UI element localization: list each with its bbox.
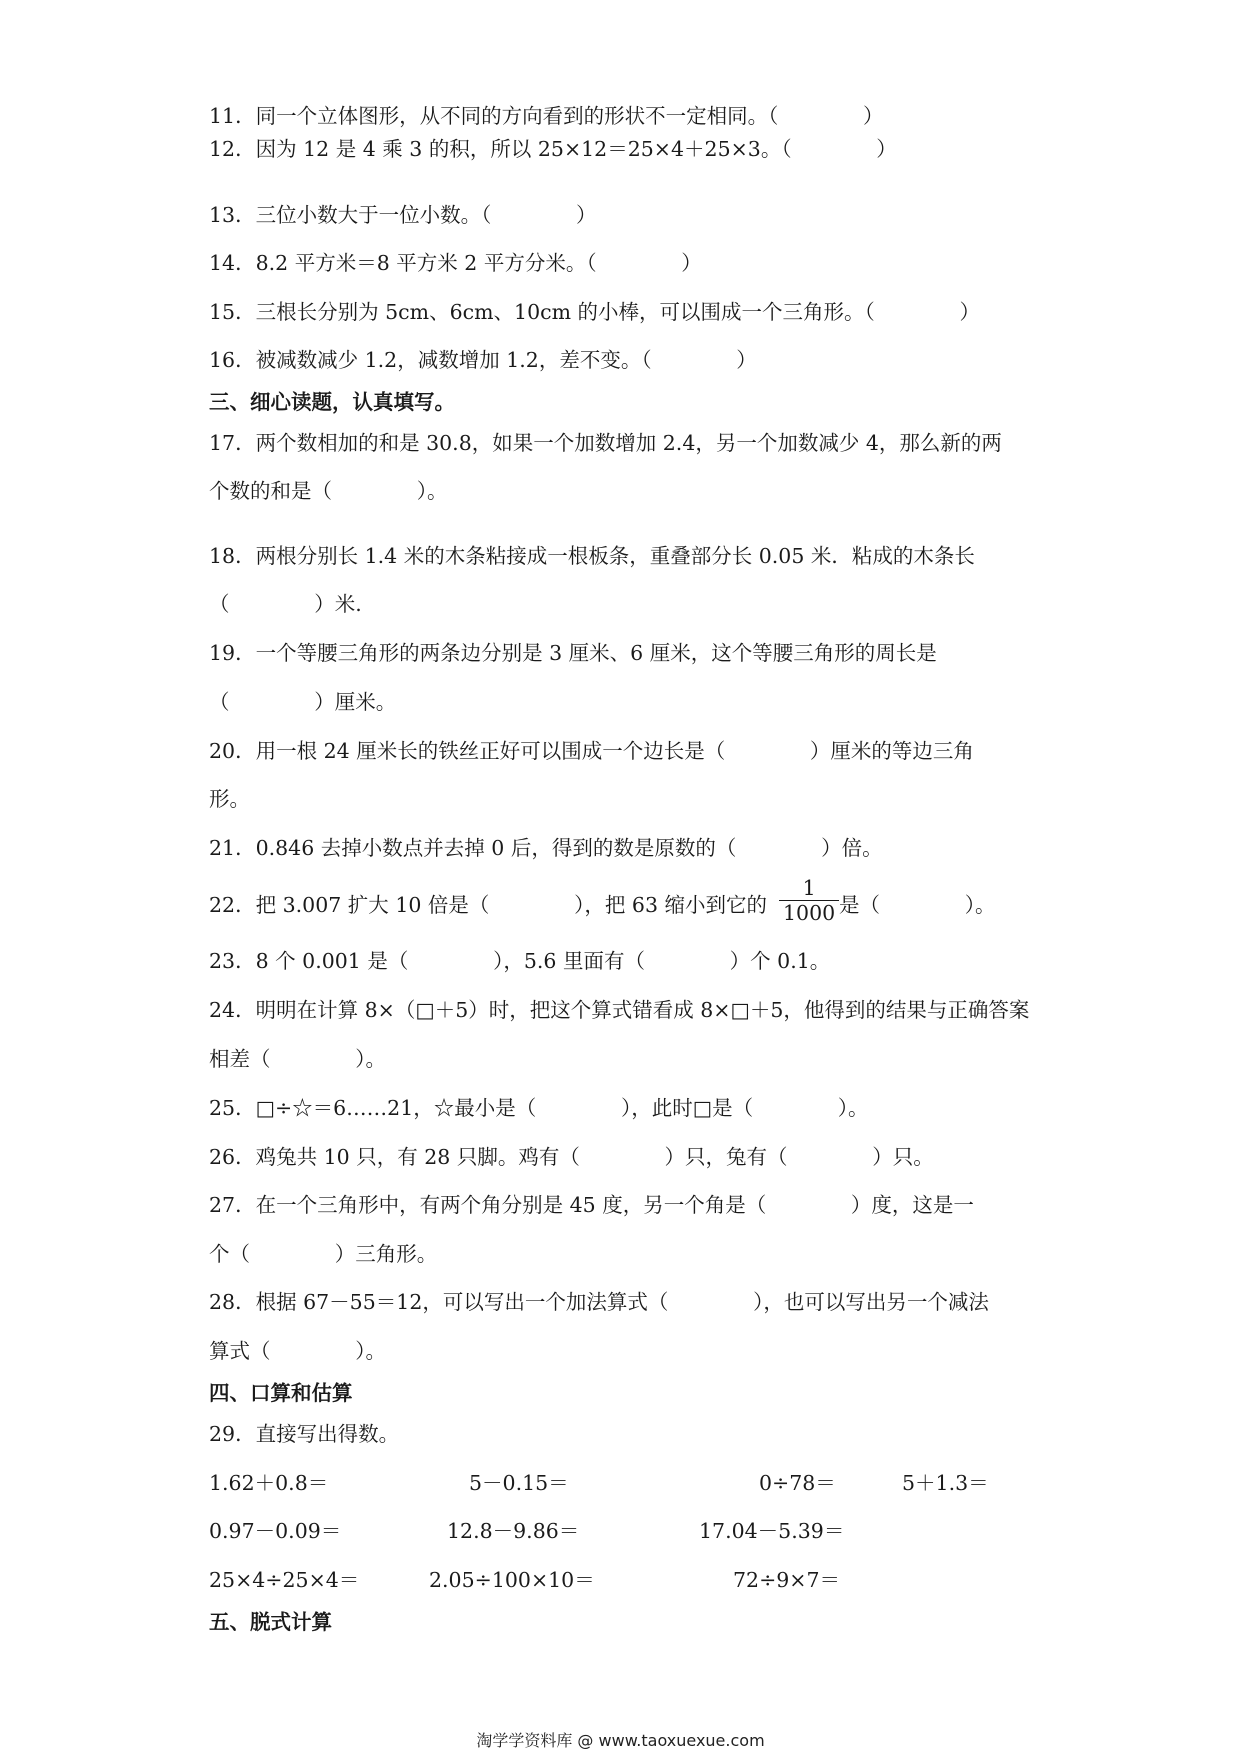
question-27-line1: 27．在一个三角形中，有两个角分别是 45 度，另一个角是（ ）度，这是一: [209, 1193, 974, 1217]
question-19-line1: 19．一个等腰三角形的两条边分别是 3 厘米、6 厘米，这个等腰三角形的周长是: [209, 641, 937, 665]
question-20-line1: 20．用一根 24 厘米长的铁丝正好可以围成一个边长是（ ）厘米的等边三角: [209, 739, 974, 763]
question-15: 15．三根长分别为 5cm、6cm、10cm 的小棒，可以围成一个三角形。（ ）: [209, 300, 981, 324]
fraction-numerator: 1: [802, 876, 816, 900]
calc-item: 2.05÷100×10＝: [429, 1568, 595, 1592]
question-24-line1: 24．明明在计算 8×（□＋5）时，把这个算式错看成 8×□＋5，他得到的结果与正确答案: [209, 998, 1030, 1022]
calc-item: 25×4÷25×4＝: [209, 1568, 360, 1592]
question-26: 26．鸡兔共 10 只，有 28 只脚。鸡有（ ）只，兔有（ ）只。: [209, 1145, 934, 1169]
question-19-line2: （ ）厘米。: [209, 690, 397, 714]
calc-item: 1.62＋0.8＝: [209, 1471, 329, 1495]
question-18-line2: （ ）米.: [209, 592, 362, 616]
question-24-line2: 相差（ ）。: [209, 1047, 386, 1071]
footer-watermark: 淘学学资料库 @ www.taoxuexue.com: [476, 1731, 765, 1750]
question-12: 12．因为 12 是 4 乘 3 的积，所以 25×12＝25×4＋25×3。（ ）: [209, 137, 897, 161]
question-17-line1: 17．两个数相加的和是 30.8，如果一个加数增加 2.4，另一个加数减少 4，那么新的两: [209, 431, 1002, 455]
section-5-heading: 五、脱式计算: [209, 1610, 332, 1634]
question-17-line2: 个数的和是（ ）。: [209, 479, 448, 503]
question-28-line2: 算式（ ）。: [209, 1339, 386, 1363]
question-20-line2: 形。: [209, 787, 250, 811]
question-14: 14．8.2 平方米＝8 平方米 2 平方分米。（ ）: [209, 251, 702, 275]
question-13: 13．三位小数大于一位小数。（ ）: [209, 203, 597, 227]
fraction-one-thousandth: [779, 876, 839, 925]
calc-item: 5＋1.3＝: [902, 1471, 989, 1495]
question-29: 29．直接写出得数。: [209, 1422, 400, 1446]
question-22-part1: 22．把 3.007 扩大 10 倍是（ ），把 63 缩小到它的: [209, 893, 768, 917]
calc-item: 12.8－9.86＝: [447, 1519, 580, 1543]
question-18-line1: 18．两根分别长 1.4 米的木条粘接成一根板条，重叠部分长 0.05 米．粘成的木条长: [209, 544, 975, 568]
question-21: 21．0.846 去掉小数点并去掉 0 后，得到的数是原数的（ ）倍。: [209, 836, 883, 860]
fraction-denominator: 1000: [783, 901, 836, 925]
question-27-line2: 个（ ）三角形。: [209, 1242, 438, 1266]
calc-item: 0.97－0.09＝: [209, 1519, 342, 1543]
question-25: 25．□÷☆＝6……21，☆最小是（ ），此时□是（ ）。: [209, 1096, 869, 1120]
calc-item: 72÷9×7＝: [733, 1568, 841, 1592]
question-28-line1: 28．根据 67－55＝12，可以写出一个加法算式（ ），也可以写出另一个减法: [209, 1290, 989, 1314]
question-11: 11．同一个立体图形，从不同的方向看到的形状不一定相同。（ ）: [209, 104, 884, 128]
calc-item: 5－0.15＝: [469, 1471, 569, 1495]
calc-item: 17.04－5.39＝: [699, 1519, 845, 1543]
question-16: 16．被减数减少 1.2，减数增加 1.2，差不变。（ ）: [209, 348, 757, 372]
calc-item: 0÷78＝: [759, 1471, 836, 1495]
section-3-heading: 三、细心读题，认真填写。: [209, 390, 455, 414]
question-22-part2: 是（ ）。: [839, 893, 996, 917]
question-23: 23．8 个 0.001 是（ ），5.6 里面有（ ）个 0.1。: [209, 949, 831, 973]
section-4-heading: 四、口算和估算: [209, 1381, 353, 1405]
